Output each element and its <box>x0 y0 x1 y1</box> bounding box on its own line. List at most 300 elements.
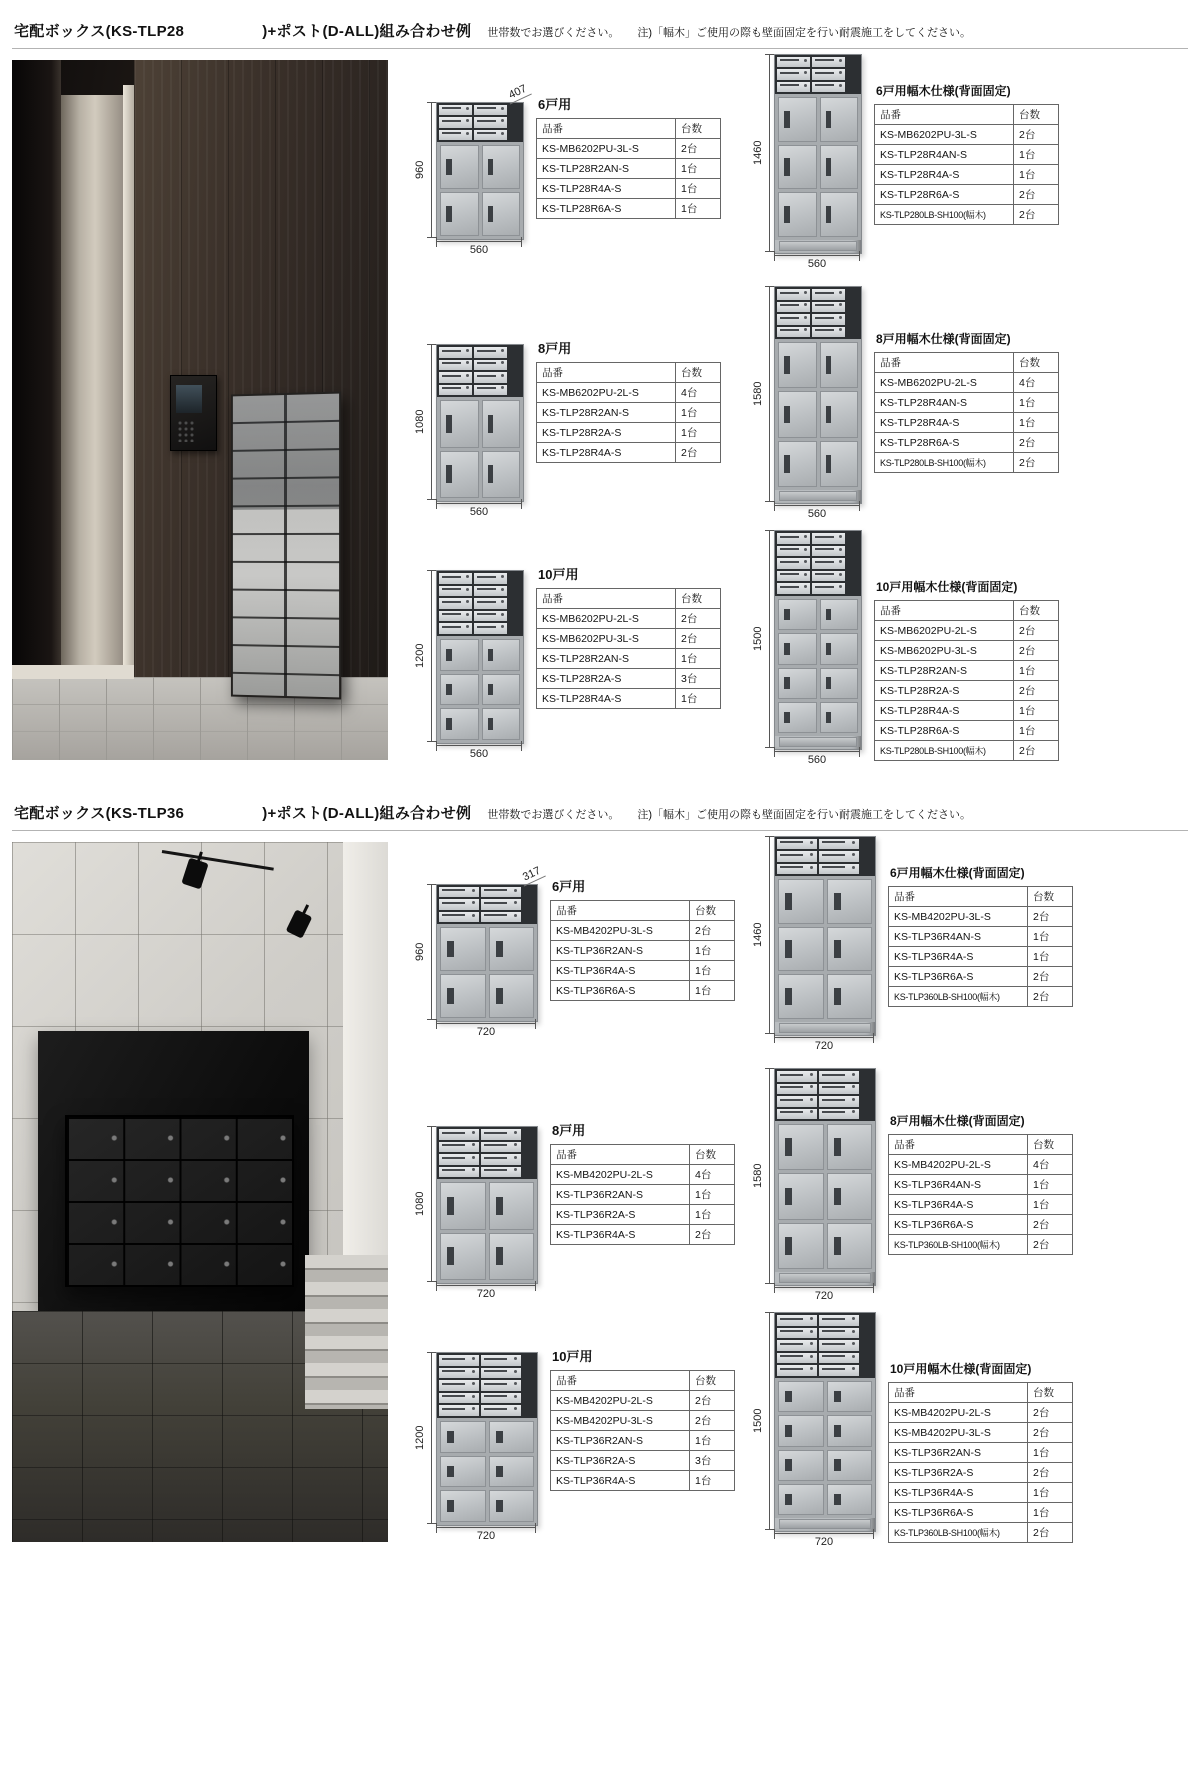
height-value: 960 <box>414 942 426 962</box>
table-row <box>551 1165 735 1185</box>
column-header-part: 品番 <box>889 1383 1028 1403</box>
locker-door-section <box>775 596 861 736</box>
quantity: 2台 <box>676 609 721 629</box>
mail-slot <box>439 1129 479 1140</box>
locker-door-section <box>775 1378 875 1518</box>
quantity: 2台 <box>1014 641 1059 661</box>
height-dimension <box>412 1126 436 1282</box>
mail-slot <box>474 586 507 597</box>
mail-slot <box>777 1071 817 1082</box>
mail-slot <box>819 1328 859 1339</box>
locker-door <box>827 1415 873 1446</box>
table-row <box>537 689 721 709</box>
locker-door <box>827 1223 873 1269</box>
dimension-drawing <box>750 530 862 766</box>
mail-slot <box>474 130 507 140</box>
mail-slot-section <box>775 287 861 339</box>
dimension-drawing <box>750 1312 876 1548</box>
locker-door <box>440 974 486 1018</box>
mail-slot <box>812 289 845 300</box>
mail-slot <box>777 546 810 557</box>
table-row <box>551 941 735 961</box>
config-label: 6戸用 <box>538 97 572 112</box>
locker-door <box>820 342 859 388</box>
config-info <box>550 1120 735 1245</box>
locker-illustration <box>436 1126 538 1284</box>
locker-door <box>827 1381 873 1412</box>
mail-slot-section <box>437 1127 537 1179</box>
parts-table <box>550 1144 735 1245</box>
locker-door <box>778 145 817 190</box>
parts-table <box>536 588 721 709</box>
mail-slot <box>777 1328 817 1339</box>
mail-slot <box>481 1154 521 1165</box>
locker-door <box>778 1223 824 1269</box>
column-header-qty: 台数 <box>1028 887 1073 907</box>
table-row <box>537 423 721 443</box>
mail-slot <box>812 583 845 594</box>
locker-door <box>827 1450 873 1481</box>
quantity: 1台 <box>1028 1483 1073 1503</box>
config-label: 8戸用 <box>552 1123 586 1138</box>
column-header-qty: 台数 <box>1014 105 1059 125</box>
part-number: KS-TLP36R2AN-S <box>889 1443 1028 1463</box>
dimension-drawing <box>412 82 529 256</box>
locker-door <box>827 974 873 1019</box>
quantity: 1台 <box>676 403 721 423</box>
product-config <box>750 1068 1073 1302</box>
parts-table <box>888 886 1073 1007</box>
locker-door <box>820 633 859 664</box>
dimension-drawing <box>750 1068 876 1302</box>
quantity: 1台 <box>1028 947 1073 967</box>
mail-slot-section <box>437 885 537 924</box>
part-number: KS-TLP28R4A-S <box>537 689 676 709</box>
table-row <box>875 701 1059 721</box>
parts-table <box>550 900 735 1001</box>
product-config <box>750 1312 1073 1548</box>
mail-slot <box>777 839 817 849</box>
height-dimension <box>750 54 774 252</box>
height-value: 1500 <box>752 1408 764 1434</box>
quantity: 1台 <box>690 1205 735 1225</box>
locker-door <box>778 1381 824 1412</box>
table-row <box>875 413 1059 433</box>
table-row <box>889 1443 1073 1463</box>
mail-slot-section <box>775 1313 875 1378</box>
config-label: 10戸用幅木仕様(背面固定) <box>876 580 1018 594</box>
quantity: 2台 <box>676 443 721 463</box>
quantity: 4台 <box>690 1165 735 1185</box>
part-number: KS-TLP28R2AN-S <box>537 159 676 179</box>
part-number: KS-MB4202PU-3L-S <box>889 1423 1028 1443</box>
quantity: 2台 <box>1028 1235 1073 1255</box>
quantity: 1台 <box>1028 1503 1073 1523</box>
locker-illustration <box>436 1352 538 1526</box>
mail-slot <box>474 385 507 396</box>
product-config <box>750 54 1059 270</box>
column-header-qty: 台数 <box>676 589 721 609</box>
locker-door <box>820 702 859 733</box>
table-row <box>889 1403 1073 1423</box>
locker-door <box>489 1490 535 1522</box>
parts-table <box>536 118 721 219</box>
parts-table <box>874 352 1059 473</box>
locker-door <box>440 1421 486 1453</box>
table-row <box>551 1225 735 1245</box>
locker-door <box>827 927 873 972</box>
height-dimension <box>412 344 436 500</box>
locker-door <box>489 1182 535 1230</box>
locker-door <box>820 97 859 142</box>
table-row <box>551 1471 735 1491</box>
mail-slot <box>439 1355 479 1366</box>
locker-door-section <box>437 1418 537 1525</box>
locker-door <box>820 441 859 487</box>
mail-slot <box>474 372 507 383</box>
part-number: KS-TLP28R2AN-S <box>537 403 676 423</box>
width-dimension <box>436 1524 536 1542</box>
mail-slot <box>474 611 507 622</box>
mail-slot <box>481 1368 521 1379</box>
part-number: KS-MB4202PU-3L-S <box>551 921 690 941</box>
part-number: KS-TLP36R2A-S <box>551 1205 690 1225</box>
config-info <box>536 338 721 463</box>
quantity: 1台 <box>1014 701 1059 721</box>
quantity: 1台 <box>1014 165 1059 185</box>
part-number: KS-TLP360LB-SH100(幅木) <box>889 1235 1028 1255</box>
dimension-drawing <box>412 1126 538 1300</box>
section-title-suffix: )+ポスト(D-ALL)組み合わせ例 <box>262 23 472 40</box>
column-header-part: 品番 <box>551 1145 690 1165</box>
quantity: 2台 <box>1014 453 1059 473</box>
product-config-area <box>0 14 1200 798</box>
config-label: 6戸用 <box>552 879 586 894</box>
table-row <box>537 443 721 463</box>
height-value: 1460 <box>752 922 764 948</box>
table-row <box>875 721 1059 741</box>
locker-door <box>778 192 817 237</box>
width-value: 720 <box>476 1026 496 1038</box>
mail-slot <box>777 558 810 569</box>
table-row <box>875 145 1059 165</box>
config-label: 8戸用幅木仕様(背面固定) <box>876 332 1011 346</box>
column-header-qty: 台数 <box>690 1371 735 1391</box>
mail-slot <box>474 117 507 127</box>
table-row <box>875 641 1059 661</box>
product-config-area <box>0 796 1200 1580</box>
part-number: KS-MB6202PU-2L-S <box>537 383 676 403</box>
width-dimension <box>436 1020 536 1038</box>
locker-door <box>778 1124 824 1170</box>
part-number: KS-MB6202PU-2L-S <box>537 609 676 629</box>
quantity: 1台 <box>1014 721 1059 741</box>
plinth-base <box>779 1519 871 1529</box>
table-row <box>889 1463 1073 1483</box>
mail-slot-section <box>437 571 523 636</box>
column-header-qty: 台数 <box>676 363 721 383</box>
width-dimension <box>774 1284 874 1302</box>
mail-slot <box>819 1340 859 1351</box>
locker-door <box>778 1173 824 1219</box>
part-number: KS-TLP28R6A-S <box>875 185 1014 205</box>
mail-slot-section <box>437 103 523 142</box>
mail-slot <box>777 69 810 79</box>
config-info <box>550 876 735 1001</box>
section-ks-tlp36 <box>0 796 1200 1580</box>
table-row <box>551 1185 735 1205</box>
mail-slot <box>812 533 845 544</box>
quantity: 1台 <box>690 1431 735 1451</box>
part-number: KS-TLP28R4A-S <box>875 701 1014 721</box>
table-header-row <box>537 363 721 383</box>
mail-slot <box>439 1405 479 1416</box>
section-note: 注)「幅木」ご使用の際も壁面固定を行い耐震施工をしてください。 <box>637 809 972 821</box>
locker-door <box>482 674 521 706</box>
part-number: KS-TLP36R6A-S <box>889 1503 1028 1523</box>
quantity: 4台 <box>1028 1155 1073 1175</box>
product-config <box>750 836 1073 1052</box>
width-value: 560 <box>807 754 827 766</box>
table-row <box>537 159 721 179</box>
locker-illustration <box>774 1312 876 1532</box>
part-number: KS-TLP28R4A-S <box>537 443 676 463</box>
width-value: 560 <box>807 508 827 520</box>
height-value: 1200 <box>414 643 426 669</box>
quantity: 2台 <box>1028 1423 1073 1443</box>
locker-door <box>440 451 479 499</box>
width-dimension <box>436 238 522 256</box>
table-row <box>875 373 1059 393</box>
locker-door <box>440 708 479 740</box>
mail-slot <box>474 360 507 371</box>
locker-door-section <box>775 339 861 490</box>
product-config <box>412 1123 735 1300</box>
quantity: 1台 <box>1028 1175 1073 1195</box>
table-row <box>537 139 721 159</box>
mail-slot-section <box>775 531 861 596</box>
quantity: 2台 <box>1028 967 1073 987</box>
config-label: 8戸用 <box>538 341 572 356</box>
column-header-part: 品番 <box>875 353 1014 373</box>
mail-slot <box>777 1353 817 1364</box>
parts-table <box>888 1134 1073 1255</box>
width-value: 720 <box>814 1040 834 1052</box>
config-label: 10戸用幅木仕様(背面固定) <box>890 1362 1032 1376</box>
product-config <box>412 1349 735 1542</box>
config-info <box>888 864 1073 1007</box>
locker-door <box>440 674 479 706</box>
quantity: 1台 <box>676 179 721 199</box>
width-value: 560 <box>469 748 489 760</box>
width-value: 560 <box>469 244 489 256</box>
mail-slot <box>439 360 472 371</box>
table-header-row <box>551 1145 735 1165</box>
quantity: 2台 <box>690 1411 735 1431</box>
column-header-part: 品番 <box>551 1371 690 1391</box>
mail-slot <box>819 1084 859 1095</box>
config-info <box>536 564 721 709</box>
locker-door <box>778 879 824 924</box>
table-row <box>551 1451 735 1471</box>
mail-slot <box>439 130 472 140</box>
quantity: 1台 <box>676 423 721 443</box>
part-number: KS-MB4202PU-3L-S <box>889 907 1028 927</box>
mail-slot <box>819 864 859 874</box>
table-row <box>537 669 721 689</box>
locker-door <box>778 342 817 388</box>
mail-slot-section <box>775 55 861 94</box>
column-header-qty: 台数 <box>690 901 735 921</box>
quantity: 2台 <box>690 1225 735 1245</box>
part-number: KS-TLP28R4AN-S <box>875 145 1014 165</box>
mail-slot <box>439 623 472 634</box>
part-number: KS-MB6202PU-2L-S <box>875 373 1014 393</box>
table-row <box>875 205 1059 225</box>
mail-slot <box>474 347 507 358</box>
locker-illustration <box>774 530 862 750</box>
table-row <box>889 967 1073 987</box>
quantity: 1台 <box>1014 393 1059 413</box>
mail-slot <box>777 302 810 313</box>
height-dimension <box>412 884 436 1020</box>
quantity: 1台 <box>690 1471 735 1491</box>
locker-door <box>440 927 486 971</box>
quantity: 2台 <box>1028 1403 1073 1423</box>
quantity: 2台 <box>690 1391 735 1411</box>
locker-door <box>827 1173 873 1219</box>
locker-door <box>778 974 824 1019</box>
config-info <box>874 82 1059 225</box>
table-row <box>537 383 721 403</box>
table-row <box>875 621 1059 641</box>
table-row <box>875 393 1059 413</box>
dimension-drawing <box>412 1352 538 1542</box>
mail-slot <box>812 302 845 313</box>
locker-door-section <box>437 636 523 743</box>
dimension-drawing <box>412 570 524 760</box>
height-dimension <box>750 836 774 1034</box>
part-number: KS-TLP280LB-SH100(幅木) <box>875 741 1014 761</box>
locker-door <box>778 97 817 142</box>
quantity: 1台 <box>1028 927 1073 947</box>
table-row <box>875 185 1059 205</box>
mail-slot <box>439 1154 479 1165</box>
table-row <box>551 1391 735 1411</box>
height-dimension <box>750 530 774 748</box>
table-header-row <box>889 887 1073 907</box>
locker-door-section <box>775 94 861 240</box>
mail-slot-section <box>437 345 523 397</box>
part-number: KS-MB4202PU-2L-S <box>889 1155 1028 1175</box>
locker-door <box>778 1484 824 1515</box>
locker-door <box>440 145 479 189</box>
table-header-row <box>889 1383 1073 1403</box>
quantity: 1台 <box>1028 1195 1073 1215</box>
mail-slot <box>481 1380 521 1391</box>
mail-slot <box>481 912 521 922</box>
width-dimension <box>436 1282 536 1300</box>
locker-door <box>820 599 859 630</box>
locker-door <box>778 391 817 437</box>
dimension-drawing <box>412 864 543 1038</box>
parts-table <box>874 104 1059 225</box>
quantity: 2台 <box>1028 987 1073 1007</box>
locker-door <box>778 633 817 664</box>
table-row <box>889 927 1073 947</box>
mail-slot <box>439 1368 479 1379</box>
plinth-base <box>779 1023 871 1033</box>
table-row <box>551 1411 735 1431</box>
mail-slot <box>777 1096 817 1107</box>
product-config <box>412 341 721 518</box>
part-number: KS-MB4202PU-2L-S <box>551 1391 690 1411</box>
quantity: 2台 <box>1014 741 1059 761</box>
part-number: KS-MB6202PU-3L-S <box>537 629 676 649</box>
table-header-row <box>537 119 721 139</box>
height-dimension <box>412 570 436 742</box>
part-number: KS-TLP28R2AN-S <box>875 661 1014 681</box>
table-header-row <box>875 353 1059 373</box>
mail-slot <box>439 117 472 127</box>
part-number: KS-MB6202PU-3L-S <box>875 125 1014 145</box>
part-number: KS-TLP36R4AN-S <box>889 927 1028 947</box>
quantity: 1台 <box>676 199 721 219</box>
mail-slot <box>812 69 845 79</box>
part-number: KS-MB4202PU-3L-S <box>551 1411 690 1431</box>
part-number: KS-TLP36R6A-S <box>889 967 1028 987</box>
locker-door <box>482 708 521 740</box>
mail-slot <box>819 851 859 861</box>
width-value: 720 <box>476 1288 496 1300</box>
locker-door <box>827 1484 873 1515</box>
height-value: 960 <box>414 160 426 180</box>
part-number: KS-TLP36R4A-S <box>551 1471 690 1491</box>
column-header-part: 品番 <box>551 901 690 921</box>
part-number: KS-TLP36R4A-S <box>551 961 690 981</box>
part-number: KS-TLP360LB-SH100(幅木) <box>889 987 1028 1007</box>
mail-slot <box>777 533 810 544</box>
quantity: 1台 <box>690 1185 735 1205</box>
locker-door <box>820 145 859 190</box>
quantity: 2台 <box>1014 185 1059 205</box>
locker-illustration <box>436 570 524 744</box>
height-dimension <box>412 1352 436 1524</box>
mail-slot <box>474 573 507 584</box>
column-header-qty: 台数 <box>690 1145 735 1165</box>
height-value: 1580 <box>752 381 764 407</box>
locker-door <box>489 1233 535 1281</box>
mail-slot <box>481 1129 521 1140</box>
column-header-part: 品番 <box>875 105 1014 125</box>
width-dimension <box>436 500 522 518</box>
table-row <box>551 1431 735 1451</box>
mail-slot <box>439 385 472 396</box>
locker-illustration <box>436 344 524 502</box>
part-number: KS-TLP28R4A-S <box>537 179 676 199</box>
parts-table <box>888 1382 1073 1543</box>
quantity: 3台 <box>676 669 721 689</box>
section-title-product: 宅配ボックス(KS-TLP28 <box>14 23 185 40</box>
quantity: 4台 <box>1014 373 1059 393</box>
part-number: KS-TLP28R6A-S <box>875 433 1014 453</box>
locker-door <box>440 639 479 671</box>
column-header-qty: 台数 <box>1014 601 1059 621</box>
column-header-qty: 台数 <box>1014 353 1059 373</box>
mail-slot <box>812 558 845 569</box>
locker-door <box>489 1456 535 1488</box>
locker-door-section <box>437 397 523 501</box>
